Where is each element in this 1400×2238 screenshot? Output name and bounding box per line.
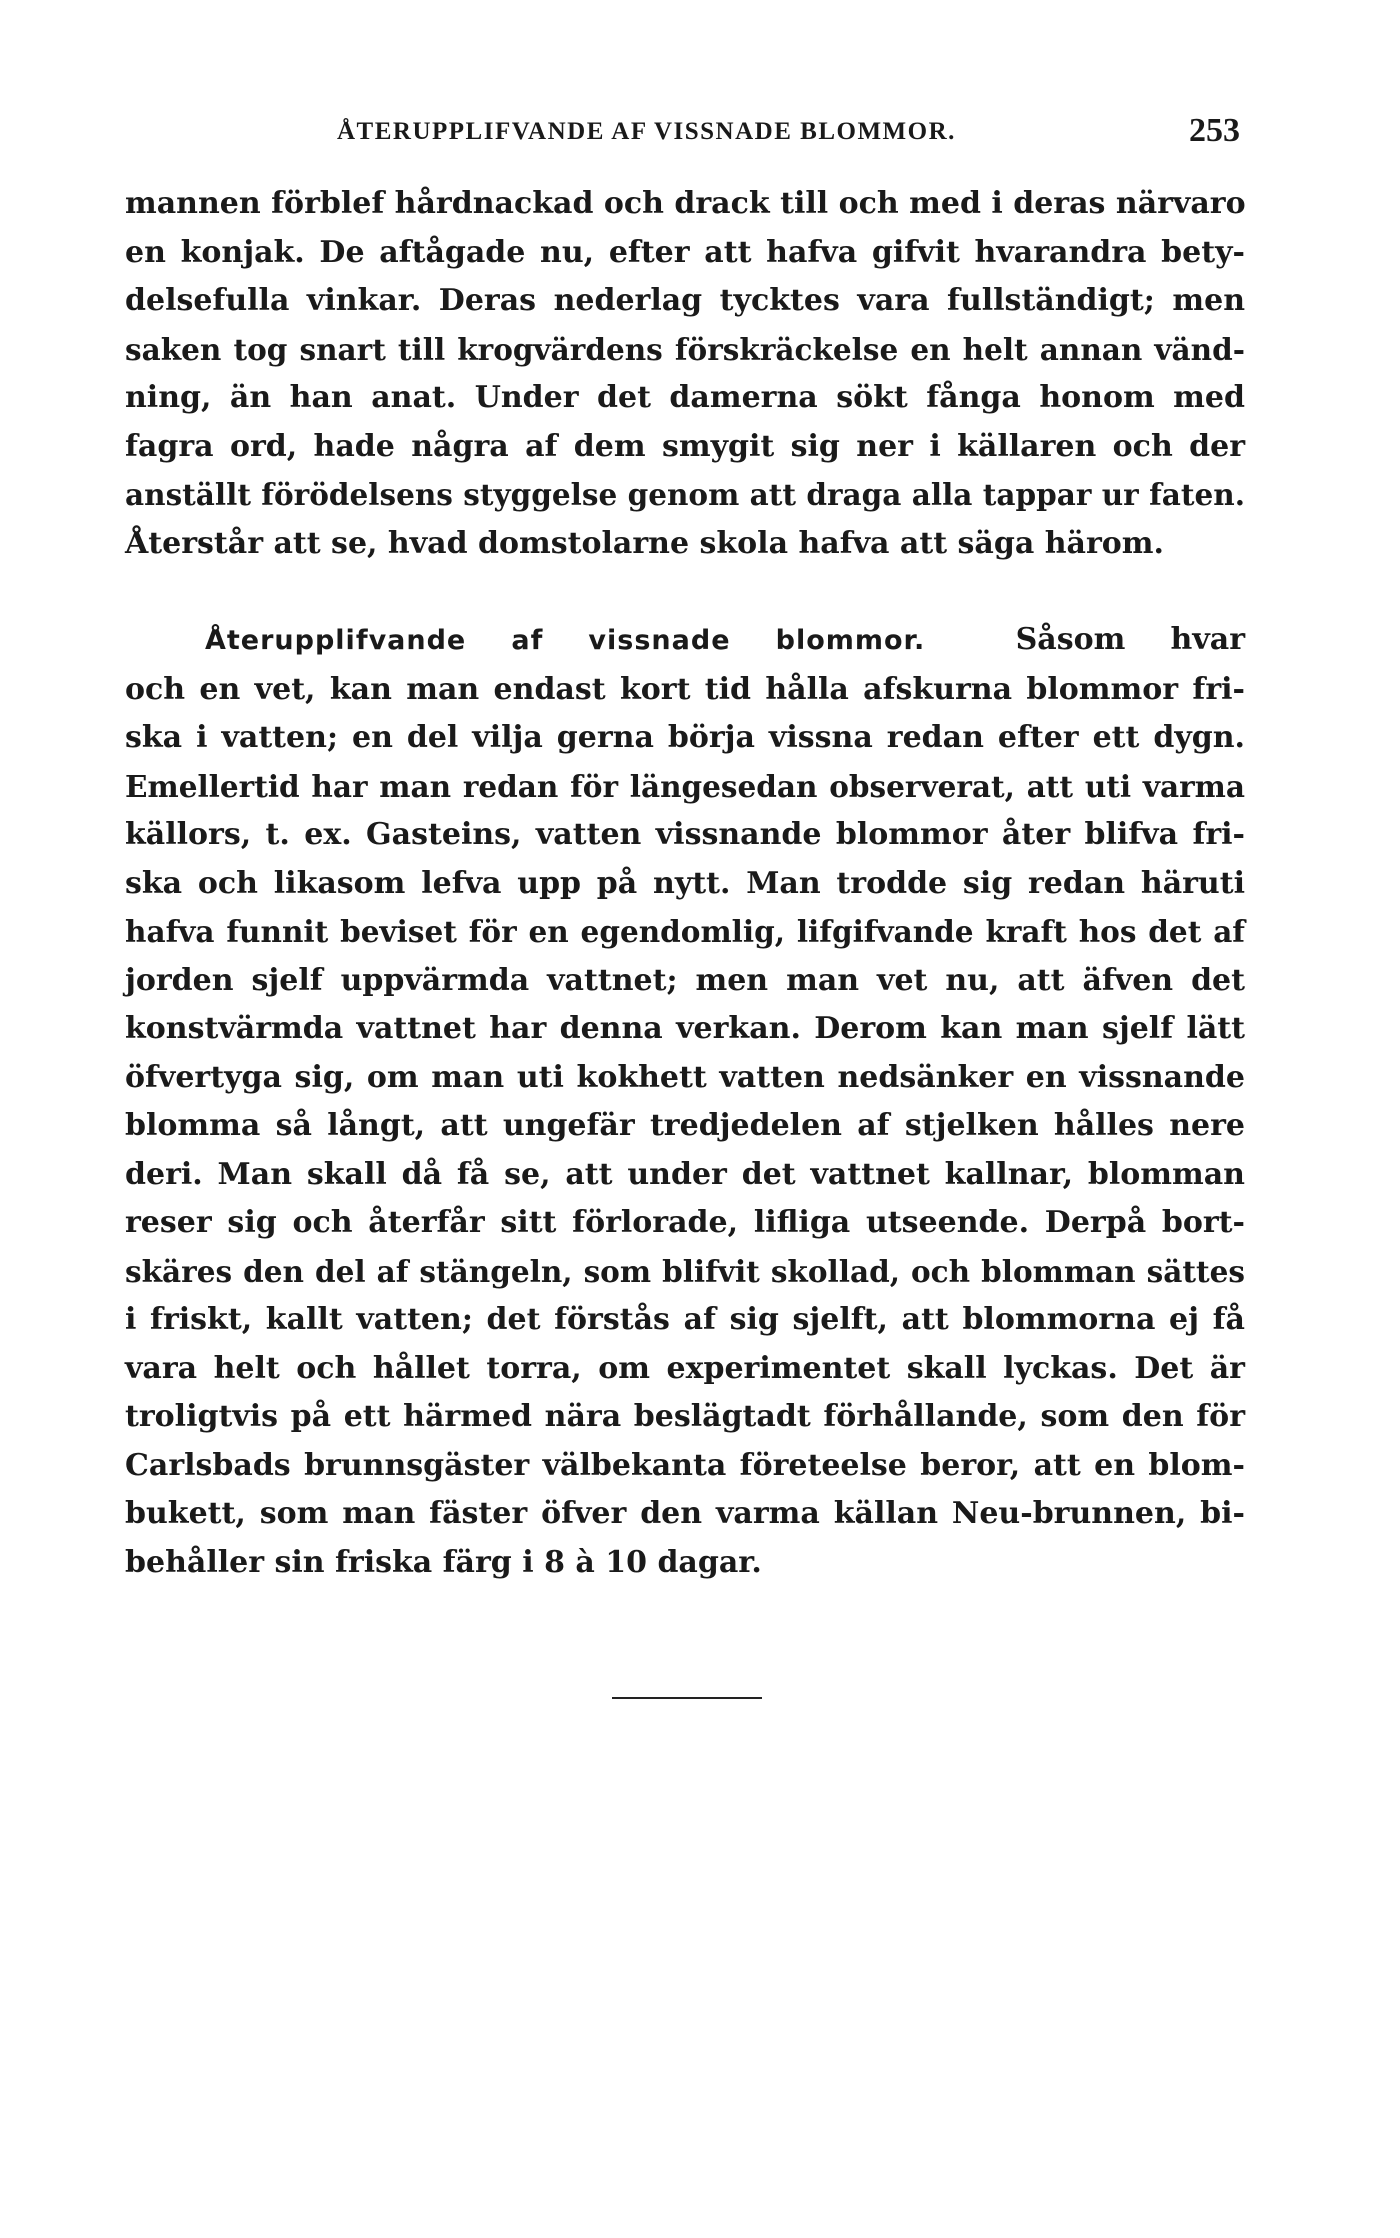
- text-line: Återstår att se, hvad domstolarne skola hafva att säga härom.: [125, 525, 1164, 561]
- text-line: jorden sjelf uppvärmda vattnet; men man vet nu, att äfven det: [125, 962, 1245, 998]
- paragraph-2: [125, 616, 1245, 1587]
- text-line: öfvertyga sig, om man uti kokhett vatten nedsänker en vissnande: [125, 1059, 1245, 1095]
- text-line: Carlsbads brunnsgäster välbekanta företeelse beror, att en blom-: [125, 1447, 1245, 1483]
- text-line: delsefulla vinkar. Deras nederlag tycktes vara fullständigt; men: [125, 283, 1245, 318]
- page-number: 253: [1189, 112, 1240, 149]
- text-line: troligtvis på ett härmed nära beslägtadt förhållande, som den för: [125, 1399, 1245, 1434]
- section-divider-rule: [612, 1697, 762, 1699]
- text-line: källors, t. ex. Gasteins, vatten vissnande blommor åter blifva fri-: [125, 817, 1245, 852]
- text-run: Såsom hvar: [1015, 622, 1245, 657]
- text-line: bukett, som man fäster öfver den varma källan Neu-brunnen, bi-: [125, 1496, 1245, 1531]
- text-line: i friskt, kallt vatten; det förstås af sig sjelft, att blommorna ej få: [125, 1302, 1245, 1337]
- text-line: ning, än han anat. Under det damerna sökt fånga honom med: [125, 380, 1245, 415]
- body-text: [125, 180, 1245, 1587]
- text-line: skäres den del af stängeln, som blifvit skollad, och blomman sättes: [125, 1253, 1245, 1289]
- text-line: vara helt och hållet torra, om experimentet skall lyckas. Det är: [125, 1350, 1245, 1386]
- text-line: en konjak. De aftågade nu, efter att hafva gifvit hvarandra bety-: [125, 234, 1245, 270]
- paragraph-gap: [125, 568, 1245, 616]
- text-line: saken tog snart till krogvärdens förskräckelse en helt annan vänd-: [125, 331, 1245, 367]
- text-line: hafva funnit beviset för en egendomlig, lifgifvande kraft hos det af: [125, 914, 1245, 949]
- text-line: reser sig och återfår sitt förlorade, lifliga utseende. Derpå bort-: [125, 1205, 1245, 1240]
- paragraph-1: [125, 180, 1245, 568]
- text-line: Emellertid har man redan för längesedan observerat, att uti varma: [125, 768, 1245, 804]
- text-line: mannen förblef hårdnackad och drack till och med i deras närvaro: [125, 186, 1246, 221]
- text-line: och en vet, kan man endast kort tid hålla afskurna blommor fri-: [125, 671, 1245, 707]
- text-line: ska och likasom lefva upp på nytt. Man trodde sig redan häruti: [125, 865, 1245, 901]
- text-line: deri. Man skall då få se, att under det vattnet kallnar, blomman: [125, 1156, 1245, 1192]
- running-head: [125, 112, 1240, 158]
- text-line: anställt förödelsens styggelse genom att draga alla tappar ur faten.: [125, 477, 1245, 512]
- text-line: blomma så långt, att ungefär tredjedelen af stjelken hålles nere: [125, 1108, 1245, 1143]
- text-line: ska i vatten; en del vilja gerna börja vissna redan efter ett dygn.: [125, 720, 1245, 755]
- text-line: konstvärmda vattnet har denna verkan. Derom kan man sjelf lätt: [125, 1011, 1245, 1046]
- paragraph-first-line: [125, 616, 1245, 666]
- text-line: behåller sin friska färg i 8 à 10 dagar.: [125, 1544, 762, 1580]
- running-title: ÅTERUPPLIFVANDE AF VISSNADE BLOMMOR.: [337, 118, 956, 145]
- text-line: fagra ord, hade några af dem smygit sig ner i källaren och der: [125, 428, 1245, 464]
- section-heading: Återupplifvande af vissnade blommor.: [205, 625, 926, 656]
